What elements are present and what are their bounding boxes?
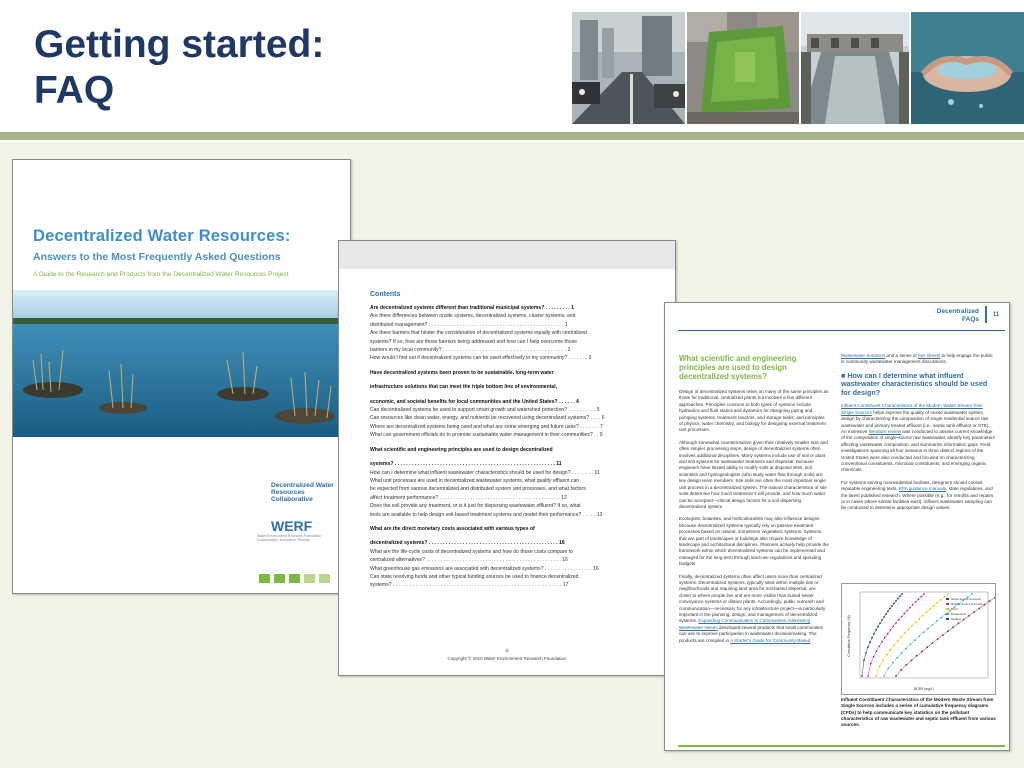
influent-characteristics-link[interactable]: Influent Constituent Characteristics of the Modern Waste Stream from Single Sources [841,403,983,415]
toc-entry: systems? If so, how are those barriers being addressed and how can I help overcome those [370,338,577,345]
rainy-street-photo [572,12,685,124]
toc-entry: affect treatment performance? . . . . . . . . . . . . . . . . . . . . . . . . . . . . . . . . . . . . . . . . . . . 12 [370,494,567,501]
drc-logo [257,482,337,503]
copyright-text: Copyright © 2010 Water Environment Research Foundation [447,656,567,661]
cover-subtitle: Answers to the Most Frequently Asked Questions [33,251,281,263]
toc-entry: barriers in my local community? . . . . . . . . . . . . . . . . . . . . . . . . . . . . . . . . . . . . . . . . . . . . 2 [370,347,571,354]
toc-entry: Have decentralized systems been proven to be sustainable, long-term water [370,369,554,376]
toc-entry: How can I determine what influent wastewater characteristics should be used for design? . . . . . . . . 11 [370,469,600,476]
slide-title-line2: FAQ [34,69,115,112]
toc-entry: What greenhouse gas emissions are associated with decentralized systems? . . . . . . . . . . . . . . . . . 16 [370,565,599,572]
contents-page-number: iii [505,648,509,653]
werf-logo [257,518,337,542]
cover-decorative-squares [259,574,330,583]
toc-entry: infrastructure solutions that can meet the triple bottom line of environmental, [370,384,558,391]
article-top-rule [678,330,1005,331]
cfd-legend-swatch [946,608,949,610]
toc-entry: What are the direct monetary costs associated with various types of [370,525,535,532]
toc-entry: systems? . . . . . . . . . . . . . . . . . . . . . . . . . . . . . . . . . . . . . . . . . . . . . . . . . . . . . . . . . 11 [370,461,562,468]
running-head-line2: FAQs [962,316,979,323]
article-right-heading: ■ How can I determine what influent wastewater characteristics should be used for design? [841,370,988,397]
expanding-communication-link[interactable]: Expanding Communication in Communities Addressing Wastewater Needs [679,618,811,630]
article-left-heading: What scientific and engineering principles are used to design decentralized systems? [679,354,797,381]
werf-logo-subtext: Water Environment Research Foundation Collaboration. Innovation. Results. [257,534,322,542]
cfd-xlabel: BOD5 (mg/L) [913,687,935,691]
right-paragraph-3-end: , state regulations, and the latest published research. Where possible (e.g., for retrofits and repairs or in cases where similar facilities exist), influent wastewater sampling can be conducted to determine appropriate design values. [841,486,994,511]
left-paragraph-1: Design of decentralized systems relies on many of the same principles as those for traditional, centralized plants but involves a few different approaches. Principles common to both types of systems include hydraulics and fluid statics and dynamics for designing piping and pumping systems, treatment reactors, and storage tanks; and principles of physics, water chemistry, and biology for designing external treatment unit processes. [679,389,829,433]
contents-heading: Contents [370,291,401,298]
toc-entry: economic, and societal benefits for local communities and the United States? . . . . . . 4 [370,398,579,405]
literature-review-link[interactable]: literature review [868,428,902,434]
article-right-heading-text: How can I determine what influent wastewater characteristics should be used for design? [841,370,988,397]
header-divider [0,132,1024,140]
toc-entry: systems? . . . . . . . . . . . . . . . . . . . . . . . . . . . . . . . . . . . . . . . . . . . . . . . . . . . . . . . . . . . . 17 [370,582,569,589]
toc-entry: Are there differences between onsite systems, decentralized systems, cluster systems, and [370,313,576,320]
toc-entry: Can decentralized systems be used to support smart growth and watershed protection? . . . . . . . . . . 5 [370,407,600,414]
cfd-legend-label: Multiple Source Domestic [951,602,983,606]
toc-entry: Are decentralized systems different than traditional municipal systems? . . . . . . . . . 1 [370,305,575,311]
running-head-line1: Decentralized [936,308,979,315]
article-page [664,302,1010,751]
toc-entry: How would I find out if decentralized systems can be used effectively in my community? . . . . . . . 3 [370,355,592,362]
toc-entry: What unit processes are used in decentralized wastewater systems, what quality effluent can [370,477,580,484]
cover-tagline: A Guide to the Research and Products from the Decentralized Water Resources Project [33,271,289,278]
right-paragraph-2-end: was conducted to assess current knowledge of the composition of single-source raw wastewater, identify key parameters affecting wastewater composition, and summarize information gaps. Field investigations spanning all four seasons in three distinct regions of the United States were also conducted and focused on characterizing conventional constituents, microbial constituents, and emerging organic chemicals. [841,428,995,473]
toc-entry: centralized alternatives? . . . . . . . . . . . . . . . . . . . . . . . . . . . . . . . . . . . . . . . . . . . . . . . . 16 [370,557,568,564]
toc-entry: Does the soil provide any treatment, or is it just for dispersing wastewater effluent? If so, what [370,503,581,510]
toc-entry: distributed management? . . . . . . . . . . . . . . . . . . . . . . . . . . . . . . . . . . . . . . . . . . . . . . . . 1 [370,321,568,328]
toc-entry: tools are available to help design soil-based treatment systems and model their performance? . . . . . 13 [370,511,603,518]
cfd-legend-label: Restaurants [951,612,967,616]
left-paragraph-2: Although somewhat counterintuitive given their relatively smaller size and often simpler processing steps, design of decentralized systems often involves additional disciplines. Many systems include use of soil or plant and soil systems for wastewater treatment and dispersal. Because engineers have limited ability to modify soils at disposal sites, soil scientists and hydrogeologists (who study water flow through soils) are key design team members. Site soils are often the most important single unit process in a decentralized system. The natural characteristics of site soils determine how much treatment it will provide, and how much water can be accepted—critical design factors for a soil dispersing decentralized system. [679,439,828,509]
left-paragraph-4-text: Finally, decentralized systems often affect users more than centralized systems. Decentralized systems, typically sited within multiple lots or neighborhoods and requiring land area for soil-based dispersal, are closer to where people live and are more visible than buried sewer conveyance systems or distant plants. Accordingly, public outreach and communication—necessary for any infrastructure project—is particularly important in the planning, design, and management of decentralized systems. [679,573,826,624]
toc-entry: What are the life-cycle costs of decentralized systems and how do those costs compare to [370,548,573,555]
starters-guide-link[interactable]: A Starter's Guide for Community-Based [730,637,811,643]
epa-guidance-link[interactable]: EPA guidance manuals [898,486,947,492]
contents-page [338,240,676,676]
cfd-legend-swatch [946,618,949,620]
cfd-legend-label: Medical [951,617,961,621]
toc-entry: Can state revolving funds and other typical funding sources be used to finance decentralized [370,573,579,580]
toc-entry: Where are decentralized systems being used and what are some emerging and future uses? . . . . . . . 7 [370,423,603,430]
article-bottom-rule [678,745,1005,747]
cfd-legend-swatch [946,603,949,605]
toc-entry: What can government officials do to promote sustainable water management in their communities? . . 9 [370,432,603,439]
treatment-plant-photo [801,12,909,124]
toc-entry: decentralized systems? . . . . . . . . . . . . . . . . . . . . . . . . . . . . . . . . . . . . . . . . . . . . . . 16 [370,540,565,547]
cfd-ylabel: Cumulative Frequency (%) [847,615,851,657]
cfd-chart-svg [842,584,995,694]
right-paragraph-1-text: and a series of [885,353,918,358]
article-right-column [841,353,995,518]
article-page-number: 11 [985,306,1005,323]
toc-entry: be expected from various decentralized and distributed system unit processes, and what factors [370,486,586,493]
header-photo-strip [572,12,1024,124]
cfd-legend-swatch [946,598,949,600]
right-paragraph-1 [841,353,995,366]
cover-lake-photo [13,290,350,437]
contents-top-band [339,241,675,269]
right-paragraph-2 [841,403,995,473]
toc-entry: Can resources like clean water, energy, and nutrients be recovered using decentralized systems? . . . . 6 [370,415,605,422]
cover-title: Decentralized Water Resources: [33,227,291,245]
right-paragraph-3-text: For systems serving nonresidential facilities, designers should consult reputable engineering texts, [841,479,983,492]
wastewater-solutions-link[interactable]: Wastewater Solutions [841,353,886,358]
water-in-hands-photo [911,12,1024,124]
fact-sheets-link[interactable]: fact sheets [917,353,941,358]
cfd-chart [841,583,996,695]
right-paragraph-1-end: to help engage the public in community wastewater management discussions. [841,353,993,365]
left-paragraph-4 [679,574,829,644]
drc-logo-text: Decentralized Water Resources Collaborative [271,482,334,503]
toc-entry: What scientific and engineering principles are used to design decentralized [370,446,553,453]
slide-title [34,22,324,114]
cover-page [12,159,351,594]
toc-entry: Are there barriers that hinder the consideration of decentralized systems equally with centralized [370,330,587,337]
running-head [937,308,979,324]
cfd-legend-label: Single Source Domestic [951,597,981,601]
left-paragraph-4-continued: developed several products that small communities can use to improve participation in wastewater decisionmaking. The products are compiled in [679,624,824,643]
table-of-contents [370,304,653,590]
right-paragraph-2-text: helps improve the quality of onsite wastewater system design by characterizing the composition of single residential source raw wastewater and primary treated effluent (i.e., septic tank effluent or STE). An extensive [841,409,990,434]
right-paragraph-3 [841,480,995,512]
cfd-legend-swatch [946,613,949,615]
article-left-column [679,389,829,650]
cfd-legend-label: Food [951,607,958,611]
left-paragraph-3: Ecologists, botanists, and horticulturalists may also influence designs because decentralized systems typically rely on passive treatment processes based on natural, sometimes vegetated, systems. Systems that are part of landscapes or buildings also require knowledge of landscape and architectural disciplines. Planners actively help provide the framework within which decentralized systems can be implemented and managed for the long term through land-use regulations and spending budgets. [679,516,829,567]
chart-caption: Influent Constituent Characteristics of the Modern Waste Stream from Single Sources includes a series of cumulative frequency diagrams (CFDs) to help communicate key statistics on the pollutant characteristics of raw wastewater and septic tank effluent from various sources. [841,697,996,728]
slide-title-line1: Getting started: [34,23,325,66]
green-roof-photo [687,12,799,124]
werf-logo-text: WERF [271,518,313,534]
